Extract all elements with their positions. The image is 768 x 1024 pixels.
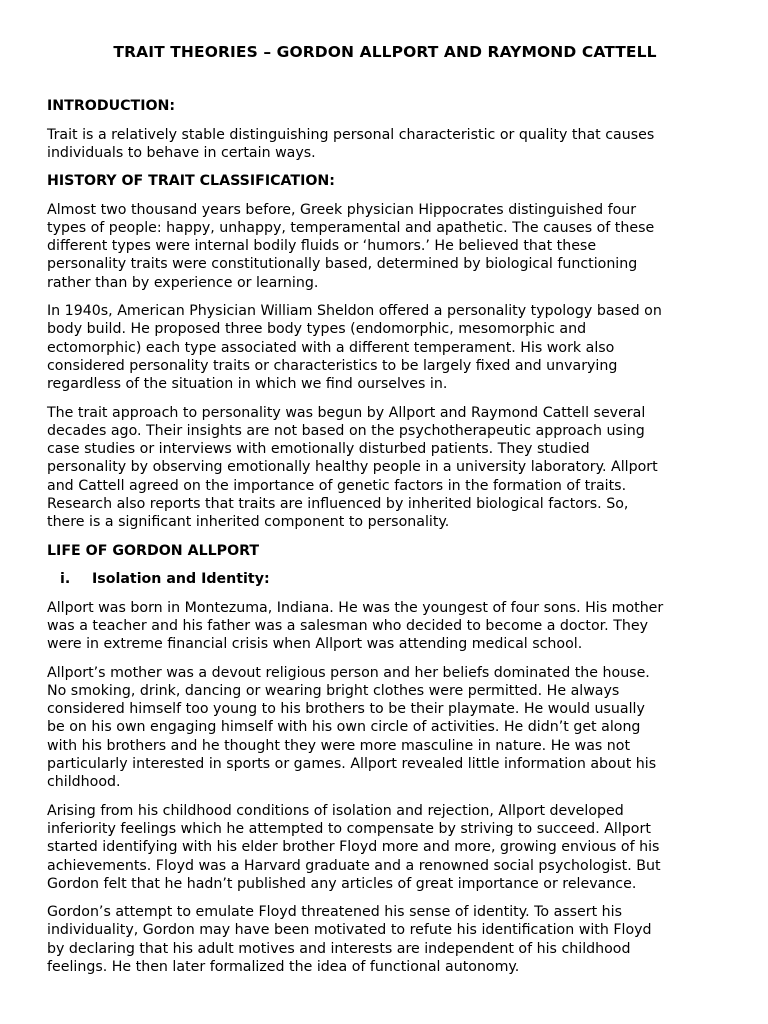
paragraph-line: Trait is a relatively stable distinguishing personal characteristic or quality that causes [47,126,655,143]
paragraph-line: regardless of the situation in which we find ourselves in. [47,376,448,393]
paragraph-line: personality by observing emotionally healthy people in a university laboratory. Allport [47,459,658,476]
paragraph-line: Research also reports that traits are influenced by inherited biological factors. So, [47,496,629,513]
paragraph-line: No smoking, drink, dancing or wearing bright clothes were permitted. He always [47,682,620,699]
paragraph-line: feelings. He then later formalized the idea of functional autonomy. [47,958,520,975]
paragraph-line: Almost two thousand years before, Greek physician Hippocrates distinguished four [47,201,637,218]
paragraph-line: individuality, Gordon may have been motivated to refute his identification with Floyd [47,922,652,939]
section-heading-life-of-gordon-allport: LIFE OF GORDON ALLPORT [47,542,260,559]
paragraph [47,802,723,893]
paragraph-line: Gordon felt that he hadn’t published any articles of great importance or relevance. [47,875,637,892]
paragraph-line: considered personality traits or characteristics to be largely fixed and unvarying [47,357,618,374]
paragraph-line: by declaring that his adult motives and interests are independent of his childhood [47,940,631,957]
subheading-text: Isolation and Identity: [92,571,270,588]
paragraph-line: rather than by experience or learning. [47,274,319,291]
section-heading-introduction: INTRODUCTION: [47,98,176,114]
paragraph-line: individuals to behave in certain ways. [47,144,316,161]
document-title: TRAIT THEORIES – GORDON ALLPORT AND RAYMOND CATTELL [113,43,657,61]
paragraph-line: Gordon’s attempt to emulate Floyd threatened his sense of identity. To assert his [47,904,623,921]
paragraph [47,302,723,393]
paragraph-line: types of people: happy, unhappy, temperamental and apathetic. The causes of these [47,219,655,236]
paragraph [47,599,723,654]
paragraph-line: case studies or interviews with emotionally disturbed patients. They studied [47,441,590,458]
paragraph-line: different types were internal bodily fluids or ‘humors.’ He believed that these [47,238,597,255]
paragraph [47,404,723,532]
paragraph-line: ectomorphic) each type associated with a different temperament. His work also [47,339,615,356]
paragraph-line: was a teacher and his father was a salesman who decided to become a doctor. They [47,617,648,634]
paragraph-line: Arising from his childhood conditions of isolation and rejection, Allport developed [47,802,624,819]
paragraph [47,201,723,292]
paragraph-line: personality traits were constitutionally based, determined by biological functioning [47,256,638,273]
section-heading-history: HISTORY OF TRAIT CLASSIFICATION: [47,173,335,190]
paragraph [47,903,723,976]
paragraph-line: decades ago. Their insights are not based on the psychotherapeutic approach using [47,422,645,439]
paragraph-line: inferiority feelings which he attempted to compensate by striving to succeed. Allport [47,820,651,837]
document-page [47,42,723,986]
paragraph-line: with his brothers and he thought they were more masculine in nature. He was not [47,737,631,754]
paragraph [47,126,723,163]
paragraph-line: and Cattell agreed on the importance of genetic factors in the formation of traits. [47,477,627,494]
paragraph-line: be on his own engaging himself with his own circle of activities. He didn’t get along [47,719,641,736]
paragraph-line: particularly interested in sports or games. Allport revealed little information about his [47,756,657,773]
subheading-number: i. [60,571,71,588]
paragraph-line: Allport was born in Montezuma, Indiana. He was the youngest of four sons. His mother [47,599,664,616]
paragraph-line: achievements. Floyd was a Harvard graduate and a renowned social psychologist. But [47,857,661,874]
paragraph-line: In 1940s, American Physician William Sheldon offered a personality typology based on [47,303,662,320]
paragraph-line: there is a significant inherited component to personality. [47,514,450,531]
paragraph-line: considered himself too young to his brothers to be their playmate. He would usually [47,701,645,718]
paragraph-line: body build. He proposed three body types (endomorphic, mesomorphic and [47,321,587,338]
paragraph-line: started identifying with his elder brother Floyd more and more, growing envious of his [47,839,660,856]
paragraph-line: Allport’s mother was a devout religious person and her beliefs dominated the house. [47,664,650,681]
paragraph-line: were in extreme financial crisis when Allport was attending medical school. [47,636,583,653]
paragraph-line: The trait approach to personality was begun by Allport and Raymond Cattell several [47,404,646,421]
paragraph [47,664,723,792]
paragraph-line: childhood. [47,774,121,791]
numbered-subheading [47,570,723,589]
